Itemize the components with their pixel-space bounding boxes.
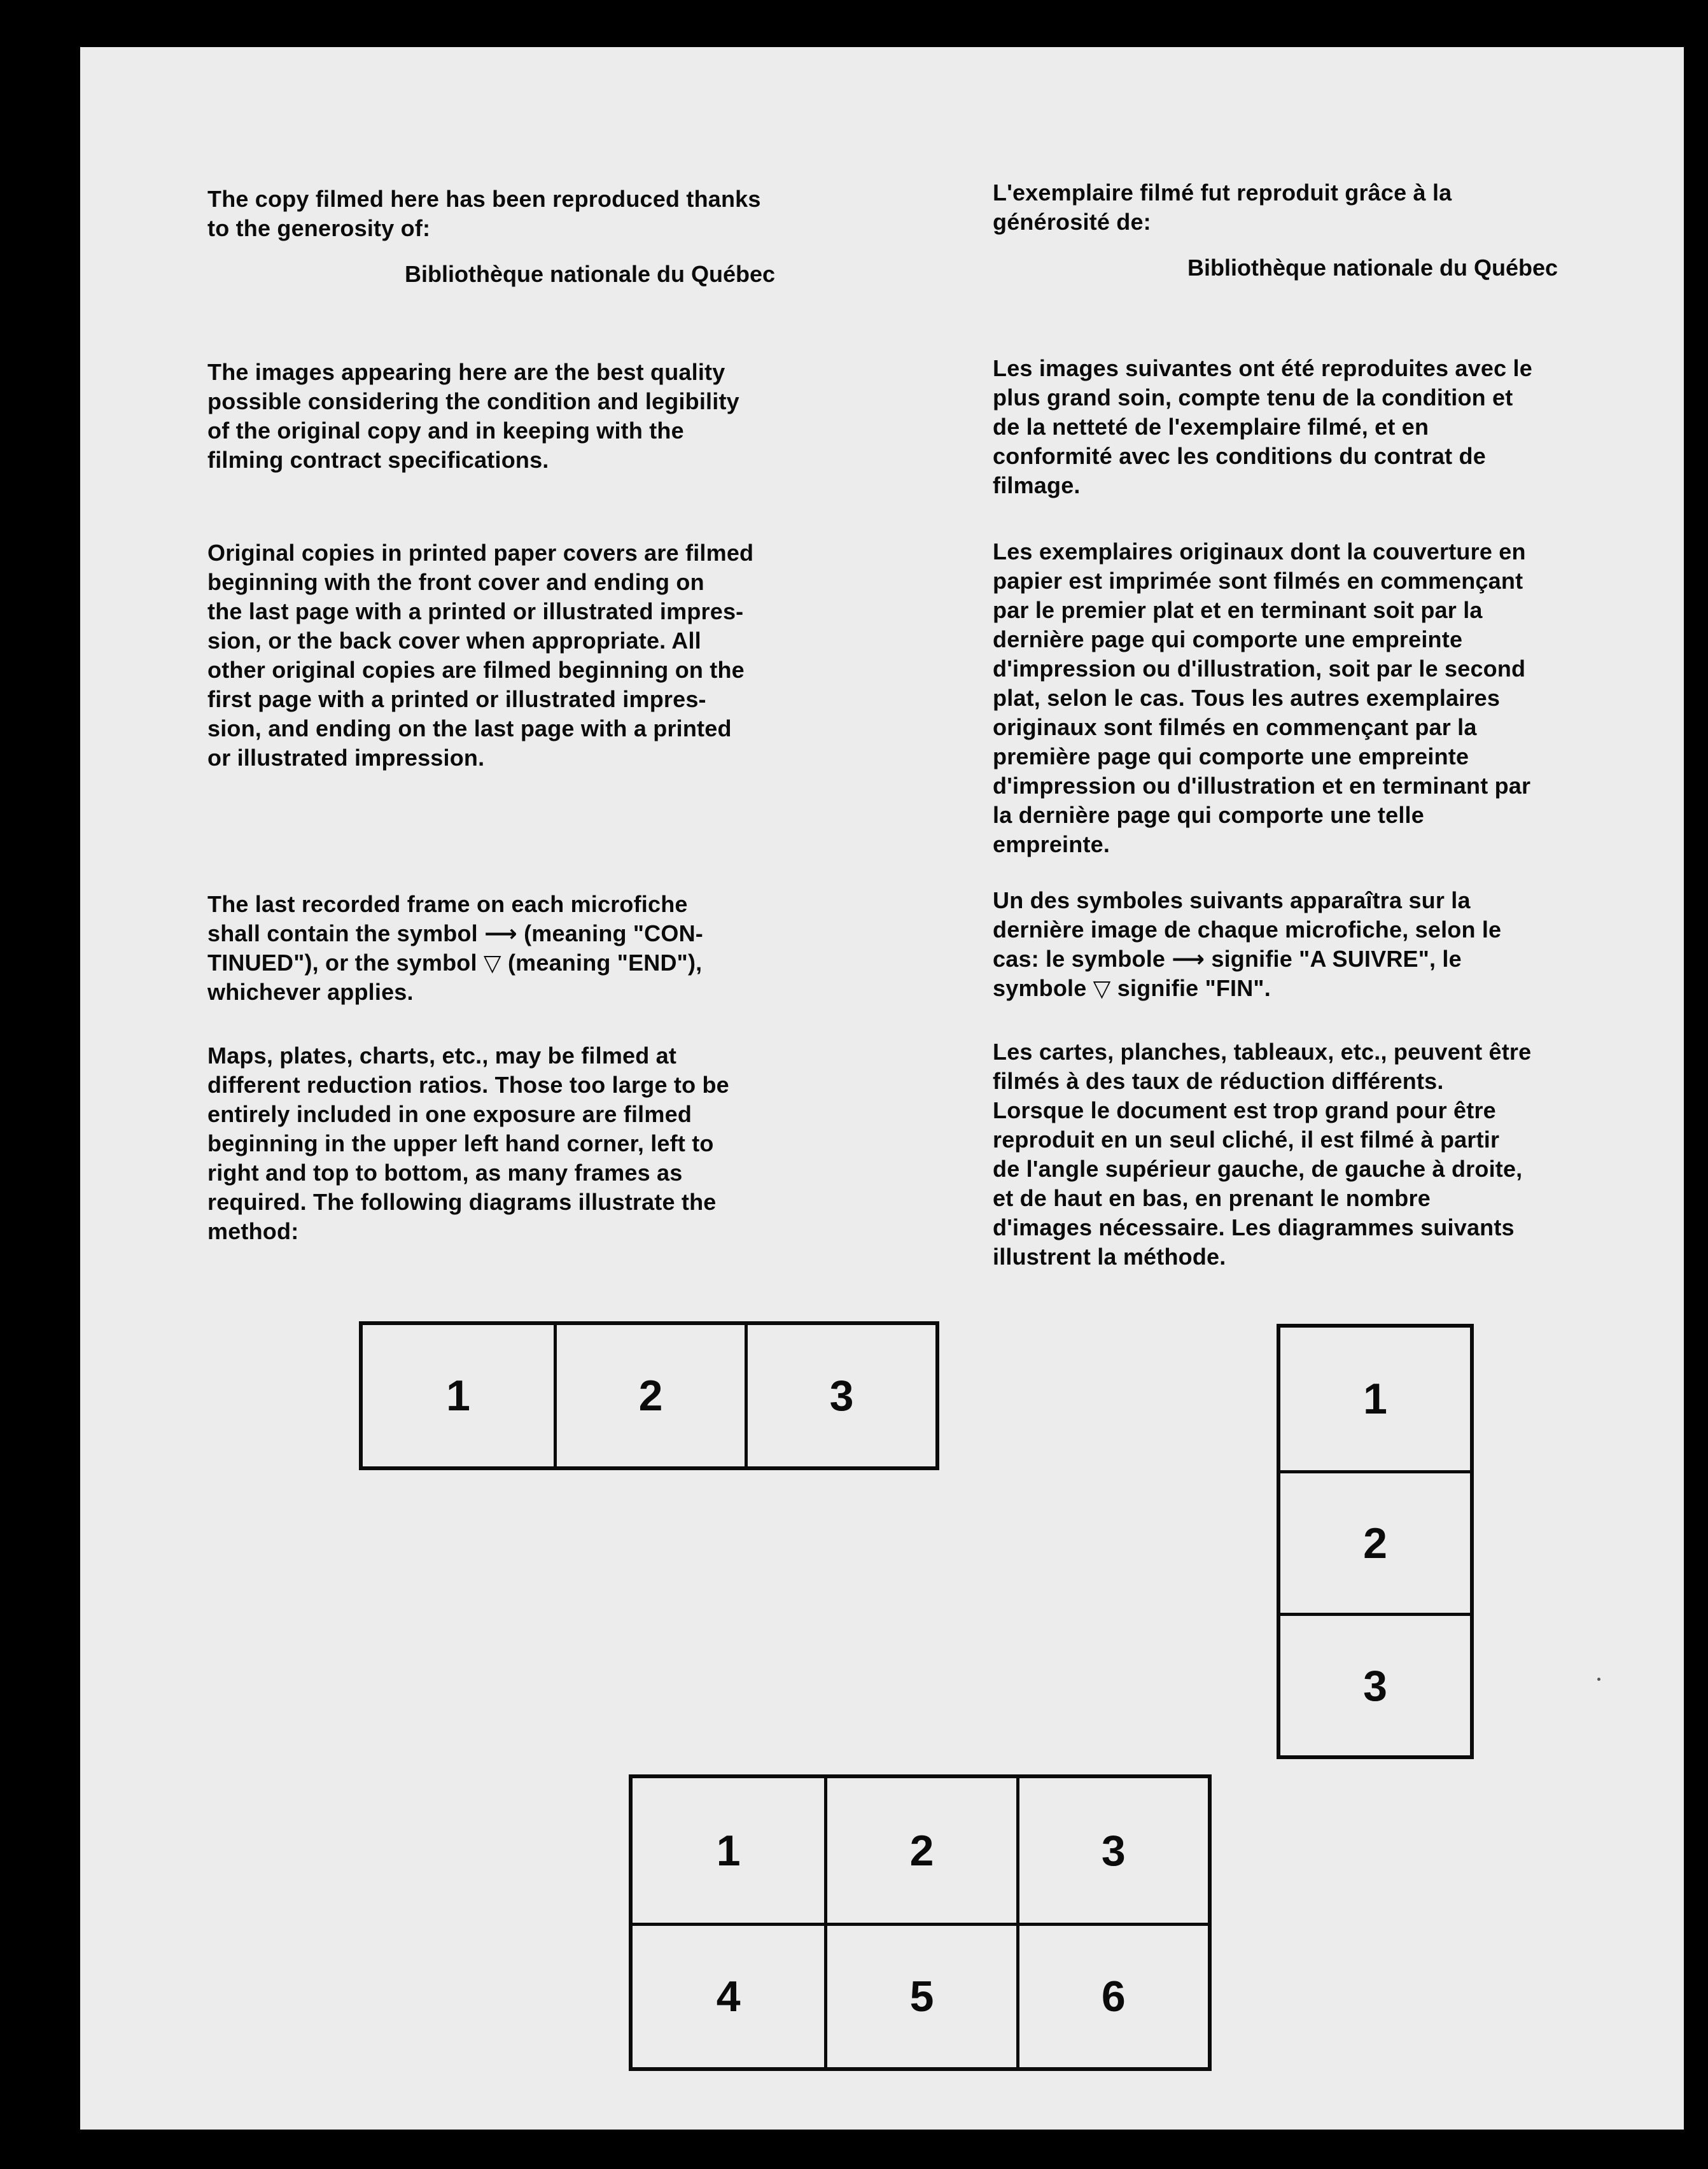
frame-cell: 3 bbox=[1016, 1778, 1208, 1923]
fr-symbols-paragraph: Un des symboles suivants apparaîtra sur la dernière image de chaque microfiche, selon le cas: le symbole ⟶ signifie "A SUIVRE", le symbole ▽ signifie "FIN". bbox=[993, 887, 1502, 1001]
frame-cell: 2 bbox=[554, 1325, 745, 1466]
frame-cell: 1 bbox=[1363, 1375, 1387, 1423]
en-originals-paragraph: Original copies in printed paper covers are filmed beginning with the front cover and ending on the last page with a printed or illustrated impres- sion, or the back cover when appropriate. All other original copies are filmed beginning on the first page with a printed or illustrated impres- sion, and ending on the last page with a printed or illustrated impression. bbox=[207, 540, 754, 771]
en-maps-paragraph: Maps, plates, charts, etc., may be filmed at different reduction ratios. Those too large to be entirely included in one exposure are filmed beginning in the upper left hand corner, left to right and top to bottom, as many frames as required. The following diagrams illustrate the method: bbox=[207, 1042, 729, 1244]
en-credit-text: The copy filmed here has been reproduced thanks to the generosity of: bbox=[207, 186, 761, 241]
diagram-grid bbox=[629, 1774, 1212, 2071]
frame-cell: 5 bbox=[824, 1923, 1016, 2067]
fr-quality-paragraph: Les images suivantes ont été reproduites avec le plus grand soin, compte tenu de la condition et de la netteté de l'exemplaire filmé, et en conformité avec les conditions du contrat de filmage. bbox=[993, 355, 1532, 498]
fr-credit-text: L'exemplaire filmé fut reproduit grâce à la générosité de: bbox=[993, 179, 1452, 235]
frame-cell: 1 bbox=[446, 1372, 470, 1420]
fr-maps-paragraph: Les cartes, planches, tableaux, etc., peuvent être filmés à des taux de réduction différents. Lorsque le document est trop grand pour être reproduit en un seul cliché, il est filmé à partir de l'angle supérieur gauche, de gauche à droite, et de haut en bas, en prenant le nombre d'images nécessaire. Les diagrammes suivants illustrent la méthode. bbox=[993, 1039, 1532, 1270]
frame-cell: 3 bbox=[745, 1325, 935, 1466]
frame-cell: 3 bbox=[1280, 1613, 1470, 1755]
fr-institution-name: Bibliothèque nationale du Québec bbox=[1187, 255, 1558, 281]
en-symbols-paragraph: The last recorded frame on each microfiche shall contain the symbol ⟶ (meaning "CON- TINUED"), or the symbol ▽ (meaning "END"), whichever applies. bbox=[207, 891, 703, 1005]
fr-originals-paragraph: Les exemplaires originaux dont la couverture en papier est imprimée sont filmés en commençant par le premier plat et en terminant soit par la dernière page qui comporte une empreinte d'impression ou d'illustration, soit par le second plat, selon le cas. Tous les autres exemplaires originaux sont filmés en commençant par la première page qui comporte une empreinte d'impression ou d'illustration et en terminant par la dernière page qui comporte une telle empreinte. bbox=[993, 538, 1531, 857]
film-speck bbox=[1597, 1678, 1600, 1681]
frame-cell: 2 bbox=[824, 1778, 1016, 1923]
frame-cell: 1 bbox=[716, 1826, 741, 1875]
diagram-horizontal bbox=[359, 1321, 939, 1470]
en-institution-name: Bibliothèque nationale du Québec bbox=[405, 261, 776, 287]
frame-cell: 4 bbox=[633, 1923, 824, 2067]
diagram-vertical bbox=[1277, 1324, 1474, 1759]
frame-cell: 2 bbox=[1280, 1470, 1470, 1613]
en-quality-paragraph: The images appearing here are the best quality possible considering the condition and legibility of the original copy and in keeping with the filming contract specifications. bbox=[207, 359, 739, 473]
frame-cell: 6 bbox=[1016, 1923, 1208, 2067]
